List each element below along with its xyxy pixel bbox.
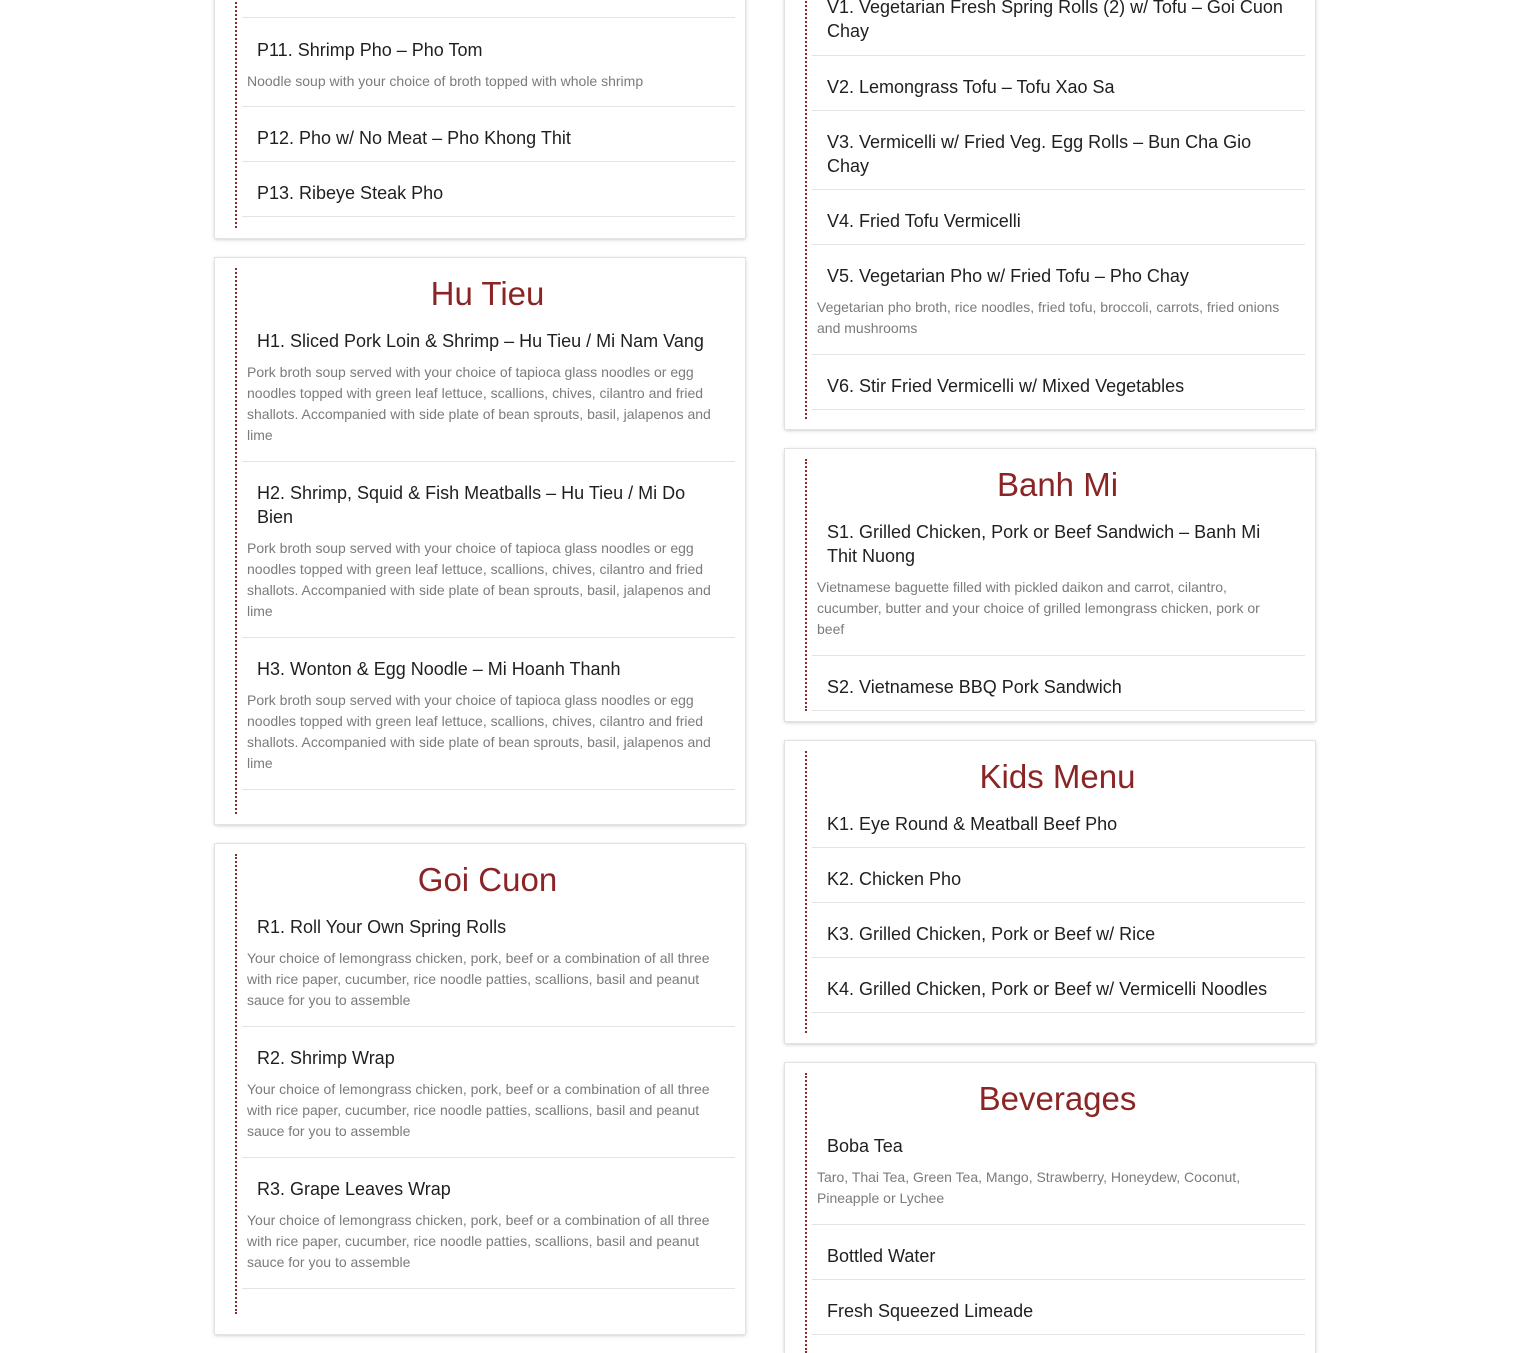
menu-item-name: V5. Vegetarian Pho w/ Fried Tofu – Pho Chay [827, 266, 1189, 286]
menu-item-limeade [812, 1280, 1305, 1335]
menu-item-description: Pork broth soup served with your choice of tapioca glass noodles or egg noodles topped with green leaf lettuce, scallions, chives, cilantro and fried shallots. Accompanied with side plate of bean sprouts, basil, jalapenos and lime [247, 540, 711, 619]
menu-item-v1 [812, 0, 1305, 56]
menu-item-k3 [812, 903, 1305, 958]
menu-section-banh-mi [785, 449, 1315, 721]
menu-item-description: Pork broth soup served with your choice of tapioca glass noodles or egg noodles topped with green leaf lettuce, scallions, chives, cilantro and fried shallots. Accompanied with side plate of bean sprouts, basil, jalapenos and lime [247, 692, 711, 771]
decorative-dotted-rule [805, 751, 807, 1033]
section-title: Beverages [978, 1080, 1137, 1117]
menu-item-k1 [812, 796, 1305, 848]
menu-item-name: R2. Shrimp Wrap [257, 1048, 395, 1068]
menu-item-name: V2. Lemongrass Tofu – Tofu Xao Sa [827, 77, 1115, 97]
menu-item-name: R1. Roll Your Own Spring Rolls [257, 917, 507, 937]
menu-item-r2 [242, 1027, 735, 1158]
menu-item-description: Your choice of lemongrass chicken, pork, beef or a combination of all three with rice paper, cucumber, rice noodle patties, scallions, basil and peanut sauce for you to assemble [247, 950, 710, 1008]
menu-item-name: Fresh Squeezed Limeade [827, 1301, 1034, 1321]
menu-item-name: H2. Shrimp, Squid & Fish Meatballs – Hu Tieu / Mi Do Bien [257, 483, 686, 527]
menu-item-k2 [812, 848, 1305, 903]
menu-item-name: H1. Sliced Pork Loin & Shrimp – Hu Tieu / Mi Nam Vang [257, 331, 704, 351]
menu-item-name: K2. Chicken Pho [827, 869, 962, 889]
menu-item-p12 [242, 107, 735, 162]
menu-item-h1 [242, 313, 735, 462]
section-title: Banh Mi [996, 466, 1119, 503]
menu-item-description: Noodle soup with your choice of broth topped with whole shrimp [247, 73, 644, 89]
menu-item-h3 [242, 638, 735, 790]
menu-item-description: Pork broth soup served with your choice of tapioca glass noodles or egg noodles topped with green leaf lettuce, scallions, chives, cilantro and fried shallots. Accompanied with side plate of bean sprouts, basil, jalapenos and lime [247, 364, 711, 443]
menu-item-description: Your choice of lemongrass chicken, pork, beef or a combination of all three with rice paper, cucumber, rice noodle patties, scallions, basil and peanut sauce for you to assemble [247, 1081, 710, 1139]
menu-item-r1 [242, 899, 735, 1027]
menu-section-goi-cuon [215, 844, 745, 1334]
menu-item-name: P13. Ribeye Steak Pho [257, 183, 444, 203]
menu-item-description: Vegetarian pho broth, rice noodles, fried tofu, broccoli, carrots, fried onions and mushrooms [817, 299, 1280, 336]
decorative-dotted-rule [805, 459, 807, 711]
menu-item-v2 [812, 56, 1305, 111]
menu-item-r3 [242, 1158, 735, 1289]
menu-item-description: Your choice of lemongrass chicken, pork, beef or a combination of all three with rice paper, cucumber, rice noodle patties, scallions, basil and peanut sauce for you to assemble [247, 1212, 710, 1270]
decorative-dotted-rule [805, 1073, 807, 1353]
decorative-dotted-rule [235, 854, 237, 1314]
decorative-dotted-rule [805, 0, 807, 419]
menu-item-name: V3. Vermicelli w/ Fried Veg. Egg Rolls – Bun Cha Gio Chay [827, 132, 1252, 176]
menu-item-name: Bottled Water [827, 1246, 936, 1266]
menu-item-description: Vietnamese baguette filled with pickled daikon and carrot, cilantro, cucumber, butter and your choice of grilled lemongrass chicken, pork or beef [817, 579, 1260, 637]
decorative-dotted-rule [235, 0, 237, 228]
menu-section-beverages [785, 1063, 1315, 1353]
menu-item-name: S2. Vietnamese BBQ Pork Sandwich [827, 677, 1122, 697]
menu-section-vegetarian [785, 0, 1315, 429]
menu-item [242, 0, 735, 18]
menu-item-name: V1. Vegetarian Fresh Spring Rolls (2) w/ Tofu – Goi Cuon Chay [827, 0, 1283, 41]
menu-item-name: H3. Wonton & Egg Noodle – Mi Hoanh Thanh [257, 659, 621, 679]
menu-item-name: P11. Shrimp Pho – Pho Tom [257, 40, 483, 60]
menu-item-v4 [812, 190, 1305, 245]
menu-item-name: R3. Grape Leaves Wrap [257, 1179, 451, 1199]
section-title: Hu Tieu [430, 275, 545, 312]
menu-item-v6 [812, 355, 1305, 410]
menu-item-p13 [242, 162, 735, 217]
menu-item-name: K3. Grilled Chicken, Pork or Beef w/ Rice [827, 924, 1156, 944]
menu-item-name: V4. Fried Tofu Vermicelli [827, 211, 1021, 231]
menu-item-s1 [812, 504, 1305, 656]
menu-section-hu-tieu [215, 258, 745, 824]
decorative-dotted-rule [235, 268, 237, 814]
menu-item-bottled-water [812, 1225, 1305, 1280]
menu-item-description: Taro, Thai Tea, Green Tea, Mango, Strawberry, Honeydew, Coconut, Pineapple or Lychee [817, 1169, 1241, 1206]
menu-item-name: S1. Grilled Chicken, Pork or Beef Sandwich – Banh Mi Thit Nuong [827, 522, 1261, 566]
menu-item-s2 [812, 656, 1305, 711]
menu-item-name: Boba Tea [827, 1136, 903, 1156]
menu-section-pho [215, 0, 745, 238]
section-title: Kids Menu [979, 758, 1136, 795]
menu-item-name: K4. Grilled Chicken, Pork or Beef w/ Vermicelli Noodles [827, 979, 1268, 999]
menu-item-v3 [812, 111, 1305, 190]
menu-item-k4 [812, 958, 1305, 1013]
menu-item-name: P12. Pho w/ No Meat – Pho Khong Thit [257, 128, 571, 148]
menu-item-name: K1. Eye Round & Meatball Beef Pho [827, 814, 1118, 834]
menu-item-name: V6. Stir Fried Vermicelli w/ Mixed Vegetables [827, 376, 1185, 396]
menu-item-h2 [242, 462, 735, 638]
menu-item-v5 [812, 245, 1305, 355]
menu-item-p11 [242, 18, 735, 107]
section-title: Goi Cuon [417, 861, 558, 898]
menu-item-boba-tea [812, 1118, 1305, 1225]
menu-section-kids [785, 741, 1315, 1043]
